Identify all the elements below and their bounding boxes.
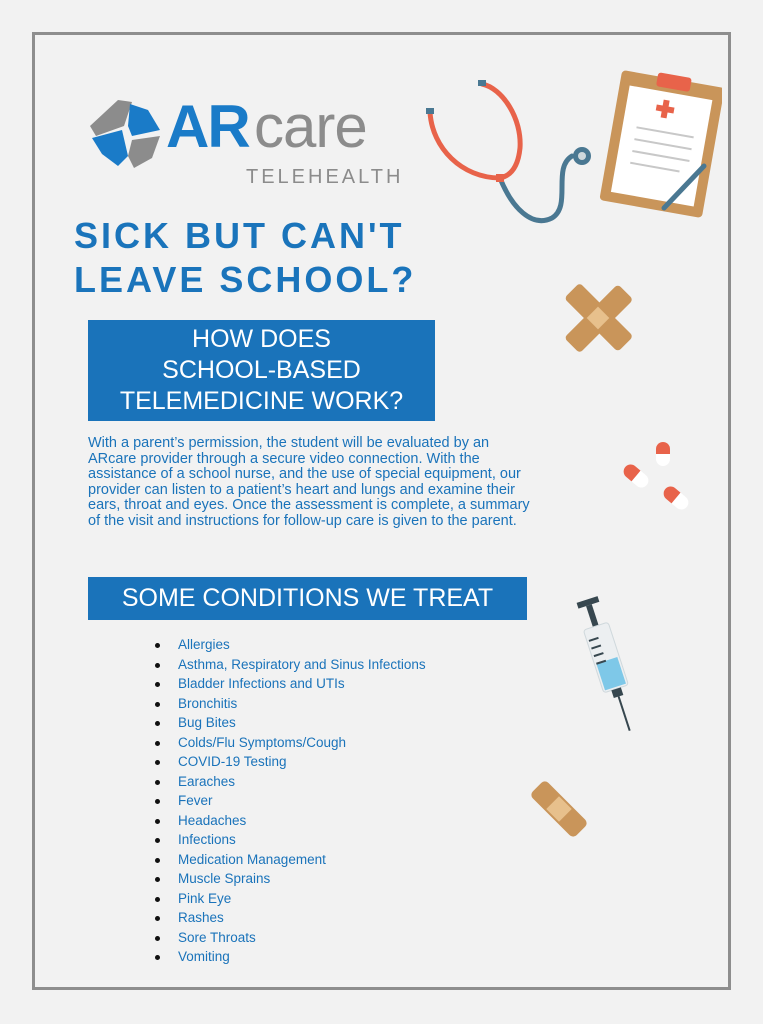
list-item: Bladder Infections and UTIs (150, 674, 426, 694)
list-item: Pink Eye (150, 889, 426, 909)
how-heading-line: SCHOOL-BASED (162, 356, 361, 384)
headline-line: SICK BUT CAN'T (74, 215, 405, 256)
conditions-heading: SOME CONDITIONS WE TREAT (88, 577, 527, 620)
list-item: Colds/Flu Symptoms/Cough (150, 733, 426, 753)
list-item: Bug Bites (150, 713, 426, 733)
list-item: Earaches (150, 772, 426, 792)
conditions-list (150, 635, 426, 967)
pills-icon (620, 436, 696, 520)
list-item: Sore Throats (150, 928, 426, 948)
arcare-logo-mark (88, 96, 164, 172)
list-item: Rashes (150, 908, 426, 928)
description-paragraph: With a parent’s permission, the student will be evaluated by an ARcare provider through a secure video connection. With the assistance of a school nurse, and the use of special equipment, our provider can listen to a patient’s heart and lungs and examine their ears, throat and eyes. Once the assessment is complete, a summary of the visit and instructions for follow-up care is given to the parent. (88, 435, 530, 529)
list-item: Infections (150, 830, 426, 850)
syringe-icon (574, 594, 644, 740)
logo-brand-primary: AR (166, 93, 249, 160)
list-item: Vomiting (150, 947, 426, 967)
bandage-icon (528, 778, 590, 840)
list-item: Allergies (150, 635, 426, 655)
how-heading-line: HOW DOES (192, 325, 331, 353)
how-it-works-heading (88, 320, 435, 421)
list-item: Fever (150, 791, 426, 811)
list-item: Muscle Sprains (150, 869, 426, 889)
crossed-bandages-icon (560, 280, 636, 356)
arcare-logo (88, 93, 408, 191)
clipboard-icon (594, 70, 722, 220)
how-heading-line: TELEMEDICINE WORK? (119, 387, 404, 415)
logo-subtitle: TELEHEALTH (246, 166, 404, 188)
list-item: Headaches (150, 811, 426, 831)
logo-brand-secondary: care (254, 93, 367, 160)
list-item: COVID-19 Testing (150, 752, 426, 772)
list-item: Asthma, Respiratory and Sinus Infections (150, 655, 426, 675)
list-item: Bronchitis (150, 694, 426, 714)
list-item: Medication Management (150, 850, 426, 870)
headline-line: LEAVE SCHOOL? (74, 259, 417, 300)
stethoscope-icon (422, 78, 602, 238)
